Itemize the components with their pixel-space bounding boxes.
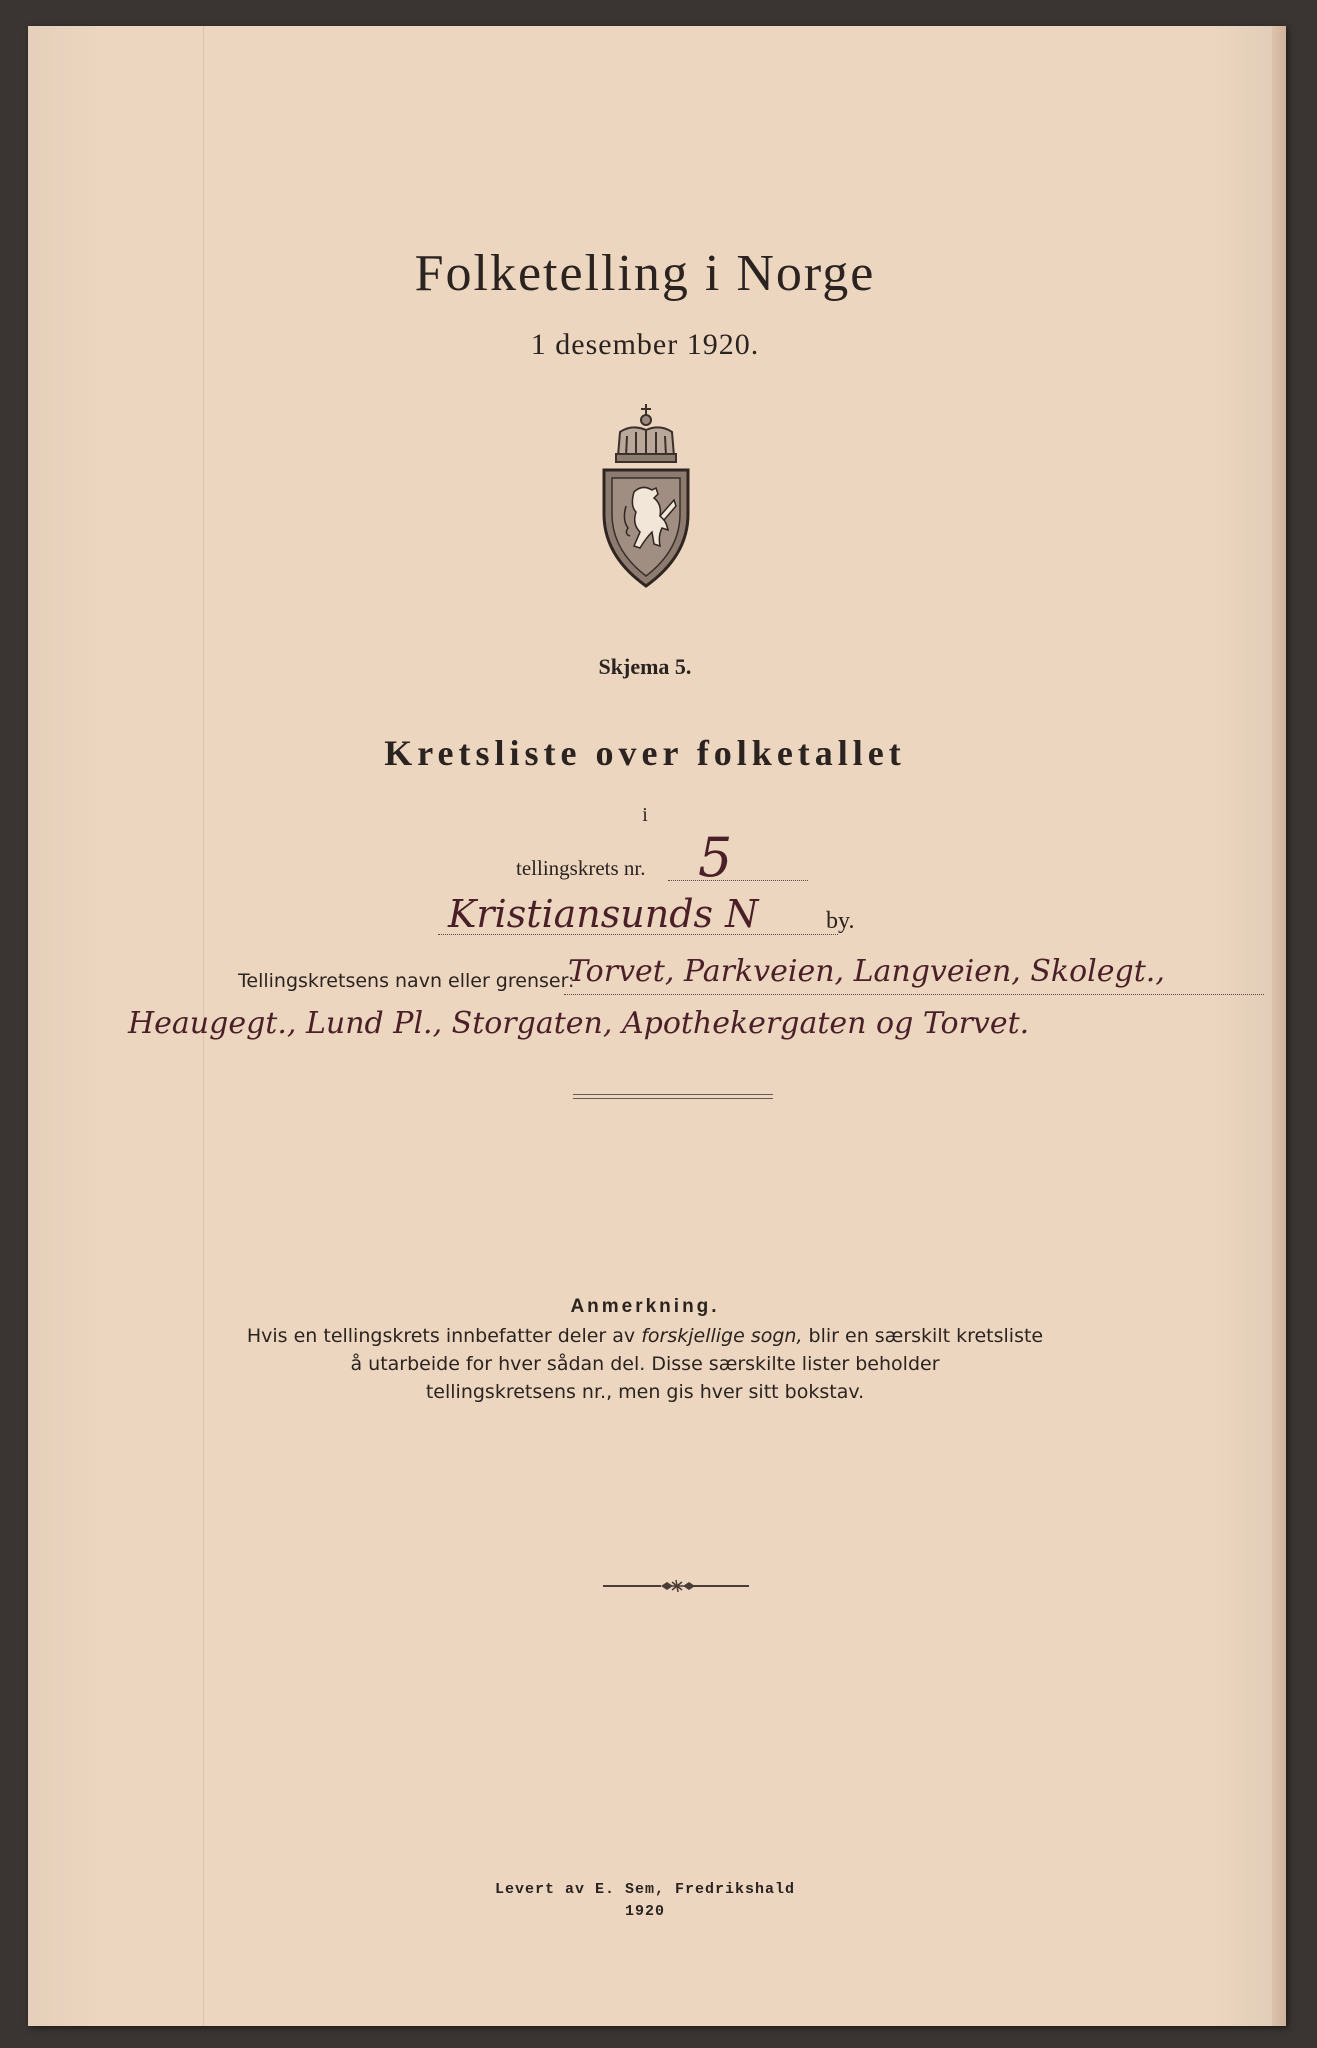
tellingskrets-label: tellingskrets nr. <box>516 856 646 880</box>
section-divider <box>573 1094 773 1102</box>
grenser-line-1 <box>564 994 1264 995</box>
form-title: Folketelling i Norge <box>414 245 876 302</box>
remark-line-1: Hvis en tellingskrets innbefatter deler av forskjellige sogn, blir en særskilt kretsliste <box>246 1325 1044 1347</box>
ornament-divider <box>603 1578 749 1597</box>
town-name: Kristiansunds N <box>448 892 759 936</box>
grenser-label: Tellingskretsens navn eller grenser: <box>238 970 575 992</box>
remark-line-2: å utarbeide for hver sådan del. Disse særskilte lister beholder <box>350 1353 940 1375</box>
paper-edge <box>1272 26 1286 2026</box>
remark-body <box>0 1322 1290 1406</box>
grenser-value-2: Heaugegt., Lund Pl., Storgaten, Apothekergaten og Torvet. <box>128 1006 1030 1041</box>
tellingskrets-line <box>668 880 808 881</box>
town-suffix: by. <box>826 908 855 934</box>
census-form-page <box>28 26 1286 2026</box>
norwegian-coat-of-arms-icon <box>596 396 696 592</box>
remark-line-3: tellingskretsens nr., men gis hver sitt bokstav. <box>425 1381 865 1403</box>
grenser-value-1: Torvet, Parkveien, Langveien, Skolegt., <box>568 954 1165 989</box>
form-heading: Kretsliste over folketallet <box>384 733 906 773</box>
census-date: 1 desember 1920. <box>530 328 760 361</box>
printer-credit: Levert av E. Sem, Fredrikshald 1920 <box>0 1879 1290 1923</box>
tellingskrets-number: 5 <box>698 826 733 889</box>
preposition: i <box>642 804 648 826</box>
schema-number: Skjema 5. <box>598 654 692 679</box>
printer-year: 1920 <box>624 1903 665 1920</box>
remark-title: Anmerkning. <box>570 1296 720 1317</box>
